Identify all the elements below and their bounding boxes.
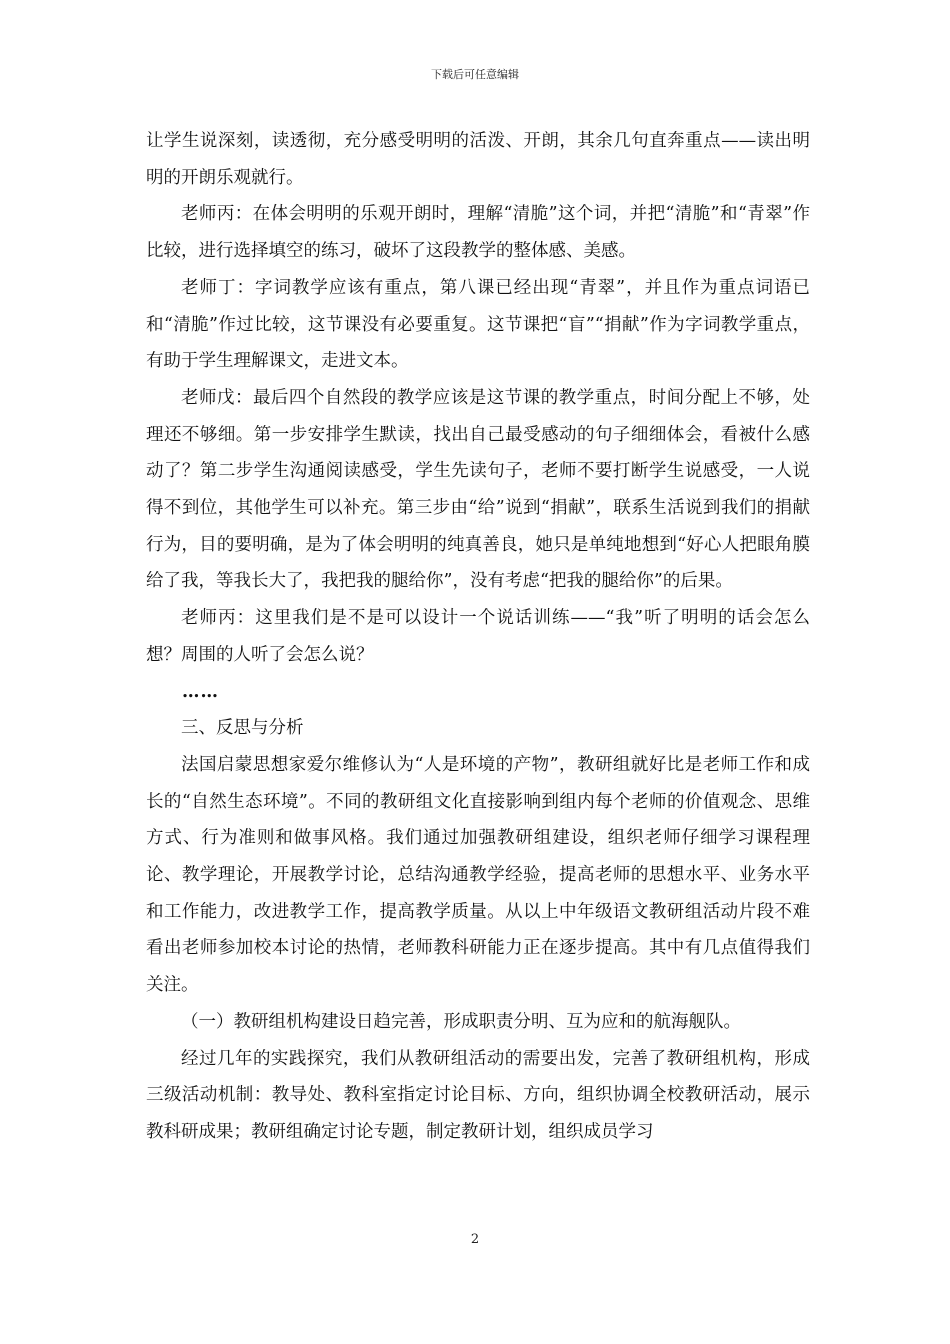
page-header: 下载后可任意编辑 — [431, 68, 519, 81]
paragraph-teacher-ding: 老师丁：字词教学应该有重点，第八课已经出现“青翠”，并且作为重点词语已和“清脆”作过比较，这节课没有必要重复。这节课把“盲”“捐献”作为字词教学重点，有助于学生理解课文，走进文本。 — [146, 277, 810, 372]
page-number: 2 — [470, 1232, 480, 1247]
subsection-heading: （一）教研组机构建设日趋完善，形成职责分明、互为应和的航海舰队。 — [181, 1011, 741, 1032]
paragraph-teacher-bing-1: 老师丙：在体会明明的乐观开朗时，理解“清脆”这个词，并把“清脆”和“青翠”作比较，进行选择填空的练习，破坏了这段教学的整体感、美感。 — [146, 204, 810, 262]
paragraph-teacher-wu: 老师戊：最后四个自然段的教学应该是这节课的教学重点，时间分配上不够，处理还不够细。第一步安排学生默读，找出自己最受感动的句子细细体会，看被什么感动了？第二步学生沟通阅读感受，学生先读句子，老师不要打断学生说感受，一人说得不到位，其他学生可以补充。第三步由“给”说到“捐献”，联系生活说到我们的捐献行为，目的要明确，是为了体会明明的纯真善良，她只是单纯地想到“好心人把眼角膜给了我，等我长大了，我把我的腿给你”，没有考虑“把我的腿给你”的后果。 — [146, 387, 810, 592]
ellipsis: …… — [182, 681, 219, 702]
paragraph-reflection: 法国启蒙思想家爱尔维修认为“人是环境的产物”，教研组就好比是老师工作和成长的“自然生态环境”。不同的教研组文化直接影响到组内每个老师的价值观念、思维方式、行为准则和做事风格。我们通过加强教研组建设，组织老师仔细学习课程理论、教学理论，开展教学讨论，总结沟通教学经验，提高老师的思想水平、业务水平和工作能力，改进教学工作，提高教学质量。从以上中年级语文教研组活动片段不难看出老师参加校本讨论的热情，老师教科研能力正在逐步提高。其中有几点值得我们关注。 — [146, 754, 810, 996]
paragraph-practice: 经过几年的实践探究，我们从教研组活动的需要出发，完善了教研组机构，形成三级活动机制：教导处、教科室指定讨论目标、方向，组织协调全校教研活动，展示教科研成果；教研组确定讨论专题，制定教研计划，组织成员学习 — [146, 1048, 810, 1142]
document-body — [146, 123, 810, 1151]
paragraph-continuation: 让学生说深刻，读透彻，充分感受明明的活泼、开朗，其余几句直奔重点——读出明明的开朗乐观就行。 — [146, 131, 810, 188]
section-heading: 三、反思与分析 — [181, 718, 304, 739]
paragraph-teacher-bing-2: 老师丙：这里我们是不是可以设计一个说话训练——“我”听了明明的话会怎么想？周围的人听了会怎么说？ — [146, 608, 810, 665]
